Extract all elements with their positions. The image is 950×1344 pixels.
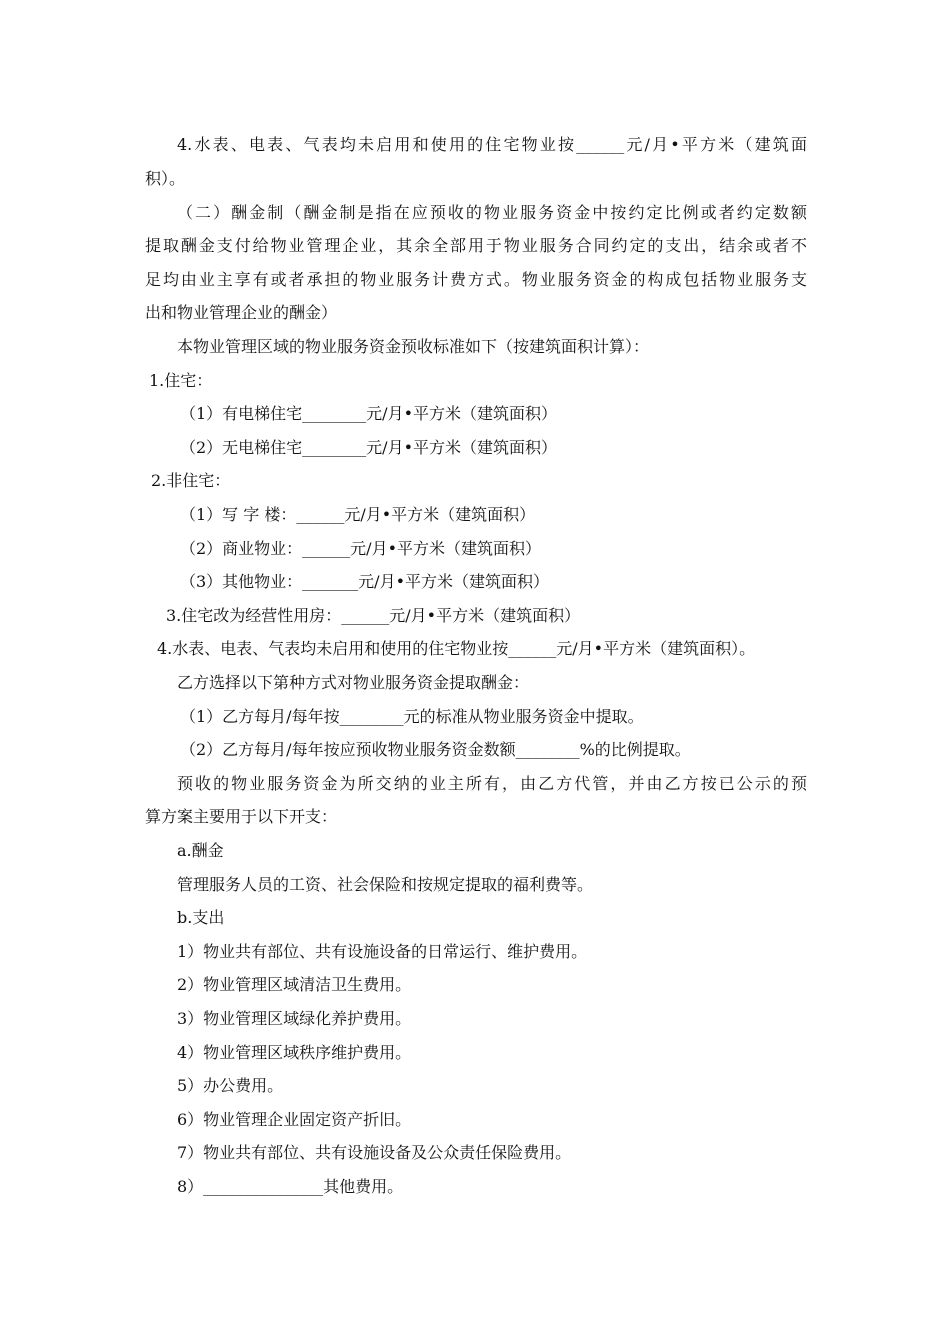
standard-intro: 本物业管理区域的物业服务资金预收标准如下（按建筑面积计算）： <box>177 337 650 356</box>
item-b-heading: b.支出 <box>177 908 225 927</box>
section-2-line-4: 出和物业管理企业的酬金） <box>145 303 338 322</box>
other-property-line: （3）其他物业：_______元/月•平方米（建筑面积） <box>180 572 550 591</box>
section-2-line-3: 足均由业主享有或者承担的物业服务计费方式。物业服务资金的构成包括物业服务支 <box>145 270 807 289</box>
remuneration-method-intro: 乙方选择以下第种方式对物业服务资金提取酬金： <box>177 673 530 692</box>
unused-meters-line: 4.水表、电表、气表均未启用和使用的住宅物业按______元/月•平方米（建筑面积）。 <box>157 639 756 658</box>
expense-item-8: 8）_______________其他费用。 <box>177 1177 404 1196</box>
expense-item-5: 5）办公费用。 <box>177 1076 284 1095</box>
expense-item-6: 6）物业管理企业固定资产折旧。 <box>177 1110 412 1129</box>
expense-item-3: 3）物业管理区域绿化养护费用。 <box>177 1009 412 1028</box>
section-2-heading: （二）酬金制（酬金制是指在应预收的物业服务资金中按约定比例或者约定数额 <box>177 203 807 222</box>
item-a-description: 管理服务人员的工资、社会保险和按规定提取的福利费等。 <box>177 875 594 894</box>
prepaid-funds-line-2: 算方案主要用于以下开支： <box>145 807 338 826</box>
clause-4-line-2: 积）。 <box>145 169 186 188</box>
remuneration-option-1: （1）乙方每月/每年按________元的标准从物业服务资金中提取。 <box>180 707 644 726</box>
residential-heading: 1.住宅： <box>149 371 213 390</box>
residential-no-elevator-line: （2）无电梯住宅________元/月•平方米（建筑面积） <box>180 438 558 457</box>
commercial-property-line: （2）商业物业：______元/月•平方米（建筑面积） <box>180 539 542 558</box>
expense-item-2: 2）物业管理区域清洁卫生费用。 <box>177 975 412 994</box>
office-building-line: （1）写 字 楼：______元/月•平方米（建筑面积） <box>180 505 536 524</box>
expense-item-1: 1）物业共有部位、共有设施设备的日常运行、维护费用。 <box>177 942 588 961</box>
item-a-heading: a.酬金 <box>177 841 224 860</box>
section-2-line-2: 提取酬金支付给物业管理企业，其余全部用于物业服务合同约定的支出，结余或者不 <box>145 236 807 255</box>
residential-converted-line: 3.住宅改为经营性用房：______元/月•平方米（建筑面积） <box>166 606 581 625</box>
prepaid-funds-line-1: 预收的物业服务资金为所交纳的业主所有，由乙方代管，并由乙方按已公示的预 <box>177 774 807 793</box>
remuneration-option-2: （2）乙方每月/每年按应预收物业服务资金数额________%的比例提取。 <box>180 740 691 759</box>
expense-item-4: 4）物业管理区域秩序维护费用。 <box>177 1043 412 1062</box>
expense-item-7: 7）物业共有部位、共有设施设备及公众责任保险费用。 <box>177 1143 572 1162</box>
residential-elevator-line: （1）有电梯住宅________元/月•平方米（建筑面积） <box>180 404 558 423</box>
non-residential-heading: 2.非住宅： <box>151 471 231 490</box>
clause-4-line-1: 4.水表、电表、气表均未启用和使用的住宅物业按______元/月•平方米（建筑面 <box>177 135 807 154</box>
